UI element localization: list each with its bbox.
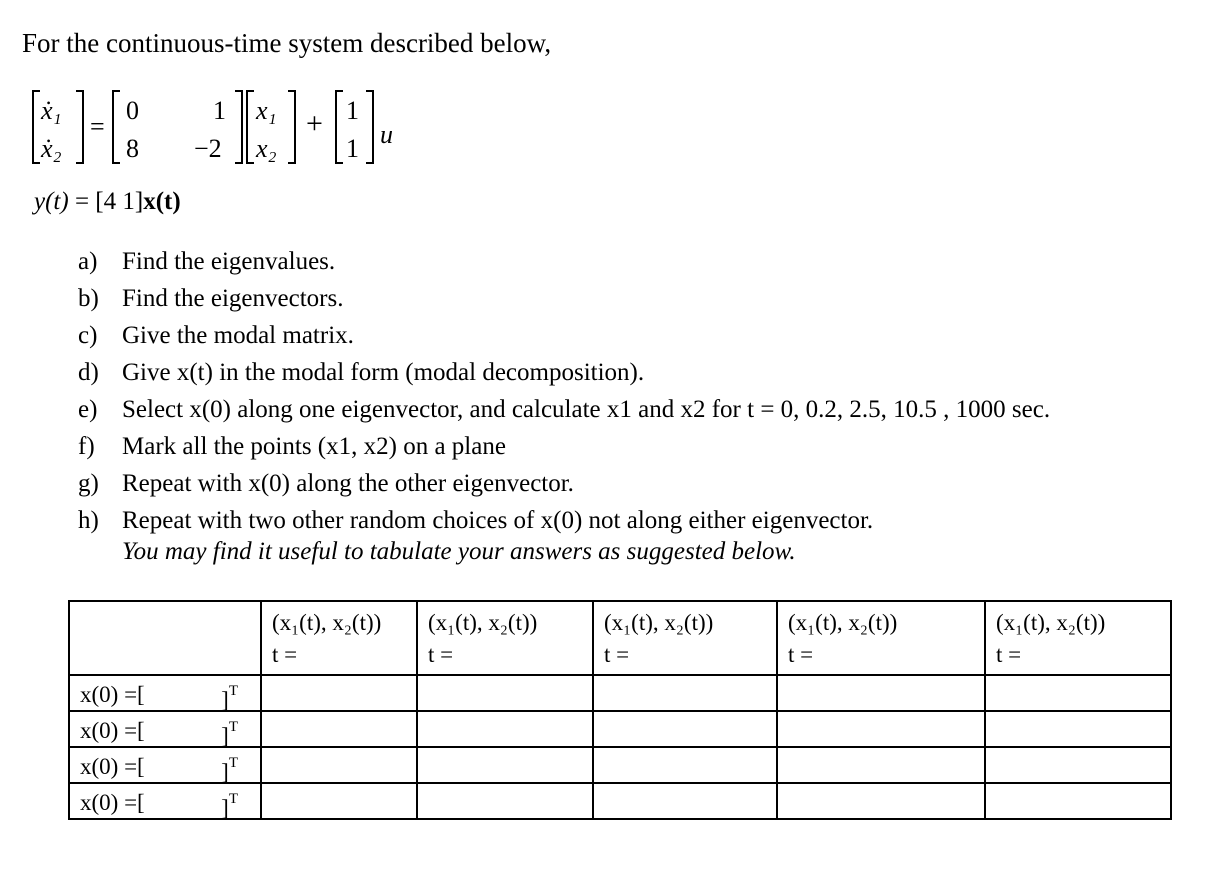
table-cell[interactable]: [417, 675, 593, 711]
question-item: [78, 502, 1050, 539]
matrix-a-00: 0: [126, 96, 139, 125]
question-text: Find the eigenvalues.: [122, 248, 336, 275]
state-equation-svg: [30, 83, 450, 173]
x0-row-label: [69, 747, 261, 783]
table-cell[interactable]: [261, 783, 417, 819]
output-matrix-c: = [4 1]: [74, 188, 144, 215]
question-text: Give the modal matrix.: [122, 322, 354, 349]
vector-b-0: 1: [346, 96, 359, 125]
matrix-a-01: 1: [213, 96, 226, 125]
table-header-cell: [417, 601, 593, 675]
header-t-label: t =: [996, 642, 1022, 667]
header-t-label: t =: [428, 642, 454, 667]
question-letter: a): [78, 248, 98, 275]
output-rhs: x(t): [143, 188, 181, 215]
x0-close: ]$^T$: [221, 755, 238, 785]
table-header-row: [69, 601, 1171, 675]
hint-text: You may find it useful to tabulate your answers as suggested below.: [122, 538, 796, 565]
x0-row-label: [69, 783, 261, 819]
table-cell[interactable]: [261, 747, 417, 783]
table-cell[interactable]: [985, 747, 1171, 783]
state-x2: x₂: [256, 134, 277, 163]
plus-sign: +: [306, 107, 323, 140]
header-t-label: t =: [604, 642, 630, 667]
table-cell[interactable]: [593, 747, 777, 783]
question-item: [78, 280, 1050, 317]
table-header-cell: [777, 601, 985, 675]
x0-row-label: [69, 711, 261, 747]
input-u: u: [380, 120, 393, 149]
x0-open: x(0) =[: [80, 790, 145, 815]
header-pair-label: (x₁(t), x₂(t)): [788, 610, 898, 635]
question-letter: h): [78, 507, 99, 534]
output-lhs: y(t): [34, 188, 69, 215]
header-t-label: t =: [788, 642, 814, 667]
question-letter: e): [78, 396, 98, 423]
question-item: [78, 317, 1050, 354]
question-letter: f): [78, 433, 95, 460]
header-pair-label: (x₁(t), x₂(t)): [996, 610, 1106, 635]
table-header-cell: [261, 601, 417, 675]
table-cell[interactable]: [593, 675, 777, 711]
table-row: [69, 783, 1171, 819]
question-item: [78, 465, 1050, 502]
lhs-x1dot: ẋ₁: [41, 96, 62, 125]
matrix-a-11: −2: [194, 134, 222, 163]
matrix-a-10: 8: [126, 134, 139, 163]
table-cell[interactable]: [985, 783, 1171, 819]
x0-open: x(0) =[: [80, 754, 145, 779]
vector-b-1: 1: [346, 134, 359, 163]
table-cell[interactable]: [593, 783, 777, 819]
table-cell[interactable]: [777, 783, 985, 819]
table-cell[interactable]: [261, 711, 417, 747]
table-cell[interactable]: [985, 711, 1171, 747]
intro-text: For the continuous-time system described below,: [22, 28, 552, 58]
question-item: [78, 243, 1050, 280]
question-item: [78, 428, 1050, 465]
table-row: [69, 711, 1171, 747]
state-equation: [30, 83, 450, 180]
output-equation: [34, 188, 181, 216]
question-text: Mark all the points (x1, x2) on a plane: [122, 433, 506, 460]
x0-close: ]$^T$: [221, 719, 238, 749]
x0-row-label: [69, 675, 261, 711]
table-cell[interactable]: [593, 711, 777, 747]
equals-sign: =: [90, 112, 105, 141]
question-text: Repeat with x(0) along the other eigenvector.: [122, 470, 574, 497]
table-cell[interactable]: [417, 711, 593, 747]
question-letter: c): [78, 322, 98, 349]
header-t-label: t =: [272, 642, 298, 667]
table-cell[interactable]: [417, 747, 593, 783]
table-cell[interactable]: [985, 675, 1171, 711]
table-header-cell: [985, 601, 1171, 675]
answer-table: [68, 600, 1172, 820]
state-x1: x₁: [256, 96, 277, 125]
question-letter: g): [78, 470, 99, 497]
table-cell[interactable]: [777, 747, 985, 783]
question-item: [78, 391, 1050, 428]
table-cell[interactable]: [777, 675, 985, 711]
x0-open: x(0) =[: [80, 682, 145, 707]
question-letter: b): [78, 285, 99, 312]
x0-close: ]$^T$: [221, 683, 238, 713]
table-corner-cell: [69, 601, 261, 675]
question-item: [78, 354, 1050, 391]
lhs-x2dot: ẋ₂: [41, 134, 62, 163]
table-row: [69, 747, 1171, 783]
question-text: Give x(t) in the modal form (modal decomposition).: [122, 359, 645, 386]
x0-open: x(0) =[: [80, 718, 145, 743]
x0-close: ]$^T$: [221, 791, 238, 821]
table-cell[interactable]: [417, 783, 593, 819]
table-cell[interactable]: [261, 675, 417, 711]
table-cell[interactable]: [777, 711, 985, 747]
question-text: Select x(0) along one eigenvector, and calculate x1 and x2 for t = 0, 0.2, 2.5, 10.5 , 1000 sec.: [122, 396, 1051, 423]
question-list: [78, 243, 1050, 539]
question-letter: d): [78, 359, 99, 386]
header-pair-label: (x₁(t), x₂(t)): [604, 610, 714, 635]
header-pair-label: (x₁(t), x₂(t)): [272, 610, 382, 635]
table-row: [69, 675, 1171, 711]
table-header-cell: [593, 601, 777, 675]
header-pair-label: (x₁(t), x₂(t)): [428, 610, 538, 635]
question-text: Repeat with two other random choices of x(0) not along either eigenvector.: [122, 507, 874, 534]
question-text: Find the eigenvectors.: [122, 285, 344, 312]
